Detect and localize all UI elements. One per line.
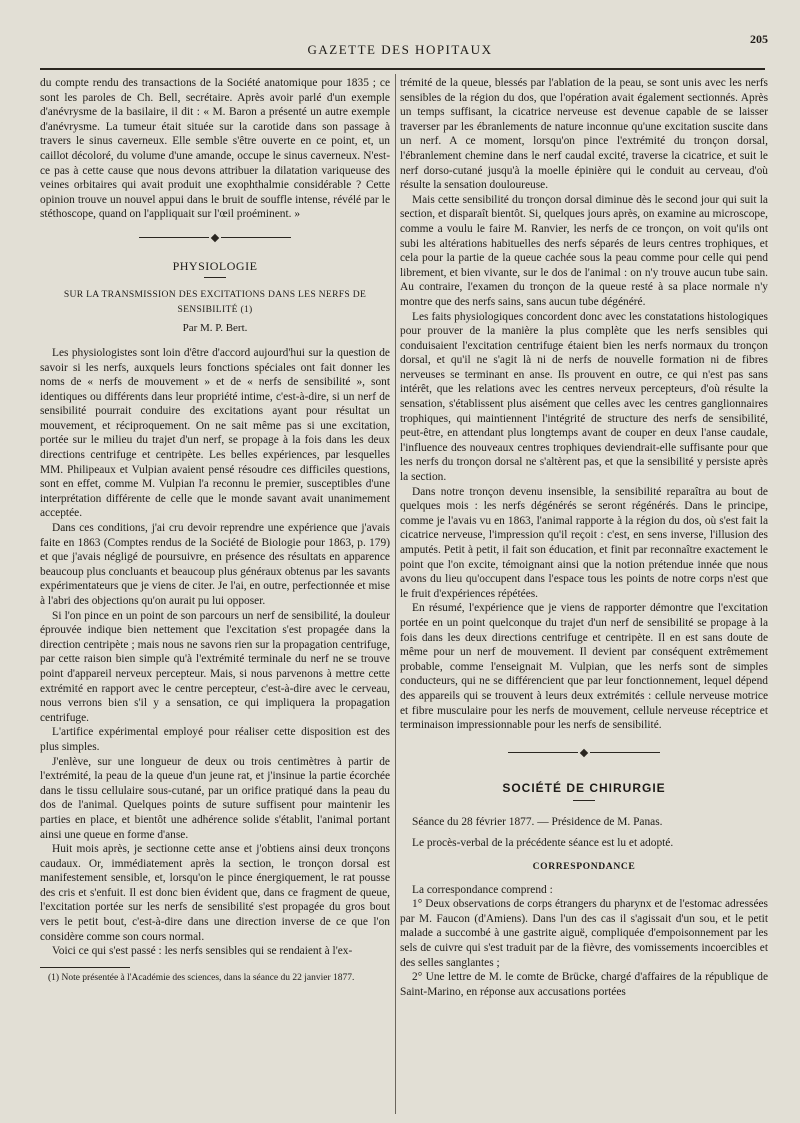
seance-line: Séance du 28 février 1877. — Présidence de M. Panas. <box>412 815 663 828</box>
article-paragraph: J'enlève, sur une longueur de deux ou trois centimètres à partir de l'extrémité, la peau de la queue d'un jeune rat, et j'insinue la partie écorchée dans le tissu cellulaire sous-cutané, par un orifice pratiqué dans la peau du dos de l'animal. Quelques points de suture suffisent pour maintenir les parties en place, et bientôt une adhérence solide s'établit, l'animal portant ainsi une queue en forme d'anse. <box>40 755 390 841</box>
article-paragraph: Dans ces conditions, j'ai cru devoir reprendre une expérience que j'avais faite en 1863 (Comptes rendus de la Société de Biologie pour 1863, p. 179) et que j'avais négligé de poursuivre, en présence des résultats en apparence beaucoup plus concluants et beaucoup plus généraux obtenus par les savants expérimentateurs que je viens de citer. Je l'ai, en outre, perfectionnée et mise à l'abri des objections qu'on aurait pu lui opposer. <box>40 522 390 607</box>
article-paragraph: Huit mois après, je sectionne cette anse et j'obtiens ainsi deux tronçons caudaux. Or, immédiatement après la section, le tronçon dorsal est manifestement sensible, et, lorsqu'on le pince énergiquement, le rat pousse des cris et s'enfuit. Il est donc bien évident que, dans ce fragment de queue, l'excitation portée sur les nerfs de sensibilité s'est propagée du gros bout vers le petit bout, c'est-à-dire dans une direction inverse de ce que l'on considère comme son cours normal. <box>40 843 390 943</box>
article-paragraph: trémité de la queue, blessés par l'ablation de la peau, se sont unis avec les nerfs sensibles de la région du dos, que l'opération avait également sectionnés. Après un temps suffisant, la cicatrice nerveuse est devenue capable de se laisser traverser par les ébranlements de nature inconnue qu'une excitation suscite dans un nerf. A ce moment, lorsqu'on pince l'extrémité du tronçon dorsal, l'ébranlement chemine dans le nerf caudal excité, traverse la cicatrice, et suit le nerf dorso-cutané jusqu'à la moelle épinière qui le conduit au cerveau, d'où résulte la sensation douloureuse. <box>400 77 768 192</box>
section-title-rule <box>204 277 226 278</box>
article-paragraph: Mais cette sensibilité du tronçon dorsal diminue dès le second jour qui suit la section, et disparaît bientôt. Si, quelques jours après, on examine au microscope, comme a voulu le faire M. Ranvier, les nerfs de ce tronçon, on voit qu'ils ont subi les altérations habituelles des nerfs séparés de leurs centres trophiques, et cela pour la partie de la queue cachée sous la peau comme pour celle qui pend librement, et bien vivante, sur le dos de l'animal : on n'y trouve aucun tube sain. Au contraire, l'examen du tronçon de la queue resté à sa place normale n'y montre que des nerfs sains, sans aucun tube dégénéré. <box>400 193 768 308</box>
article-author: Par M. P. Bert. <box>182 322 248 335</box>
article-title: SUR LA TRANSMISSION DES EXCITATIONS DANS LES NERFS DE SENSIBILITÉ (1) <box>63 289 367 315</box>
correspondance-title: CORRESPONDANCE <box>532 861 636 873</box>
header-rule <box>40 68 765 70</box>
footnote-rule <box>40 967 130 968</box>
correspondance-item: 2° Une lettre de M. le comte de Brücke, chargé d'affaires de la république de Saint-Marino, en réponse aux accusations portées <box>400 971 768 998</box>
journal-title: GAZETTE DES HOPITAUX <box>307 42 493 57</box>
article-paragraph: Dans notre tronçon devenu insensible, la sensibilité reparaîtra au bout de quelques mois : les nerfs dégénérés se seront régénérés. Dans le principe, comme je l'avais vu en 1863, l'animal rapporte à la région du dos, où s'est fait la cicatrice nerveuse, l'impression qu'il reçoit : c'est, en sens inverse, l'illusion des amputés. Petit à petit, il fait son éducation, et finit par reconnaître exactement le point que l'on excite, témoignant ainsi que la notion prétendue innée que nous avons du lieu qu'occupent dans l'espace tous les points de notre corps n'est que le fruit d'expériences répétées. <box>400 485 768 600</box>
article-paragraph: L'artifice expérimental employé pour réaliser cette disposition est des plus simples. <box>40 726 390 753</box>
section-title-physiologie: PHYSIOLOGIE <box>172 258 258 273</box>
page-number: 205 <box>750 32 768 46</box>
society-title-rule <box>573 800 595 801</box>
proces-verbal: Le procès-verbal de la précédente séance est lu et adopté. <box>412 836 674 849</box>
section-ornament <box>40 230 390 245</box>
article-paragraph: Les faits physiologiques concordent donc avec les constatations histologiques pour prouver de la manière la plus complète que les nerfs sensibles qui conduisaient l'excitation centrifuge étaient bien les nerfs normaux du tronçon dorsal, et qu'il ne s'agit là ni de nerfs de nouvelle formation ni de fibres nerveuses se terminant en anse. Ils prouvent en outre, ce qui n'est pas sans intérêt, que les relations avec les centres nerveux percepteurs, d'où résulte la sensation, s'établissent plus aisément que celles avec les centres ganglionnaires trophiques, qui maintiennent l'intégrité de structure des nerfs de sensibilité, peut-être, en attendant plus longtemps avant de couper en deux l'anse caudale, l'influence des nouveaux centres trophiques deviendrait-elle suffisante pour que les nerfs du tronçon dorsal ne s'altèrent pas, et que la sensibilité y persiste après la section. <box>400 310 768 484</box>
article-paragraph: En résumé, l'expérience que je viens de rapporter démontre que l'excitation portée en un point quelconque du trajet d'un nerf de sensibilité se propage à la fois dans les deux directions centrifuge et centripète. Il en est sans doute de même pour un nerf de mouvement. Il devient par conséquent extrêmement probable, comme l'enseignait M. Vulpian, que les nerfs sont de simples conducteurs, qui ne se différencient que par leur fonctionnement, lequel dépend des appareils qui se trouvent à leurs deux extrémités : cellule nerveuse motrice et fibre musculaire pour les nerfs de mouvement, cellule nerveuse réceptrice et terminaison impressionnable pour les nerfs de sensibilité. <box>400 602 768 732</box>
society-title: SOCIÉTÉ DE CHIRURGIE <box>502 781 666 796</box>
footnote: (1) Note présentée à l'Académie des sciences, dans la séance du 22 janvier 1877. <box>48 972 355 983</box>
page-header <box>30 32 770 62</box>
correspondance-intro: La correspondance comprend : <box>412 883 553 896</box>
intro-paragraph: du compte rendu des transactions de la Société anatomique pour 1835 ; ce sont les paroles de Ch. Bell, secrétaire. Après avoir parlé d'un exemple d'anévrysme de la basilaire, il dit : « M. Baron a présenté un autre exemple d'anévrysme. La tumeur était située sur la carotide dans son passage à travers le sinus caverneux. Elle semble s'être ouverte en ce point, et, un caillot décoloré, du volume d'une amande, occupe le sinus caverneux. N'est-ce pas à cette cause que nous devons attribuer la dilatation variqueuse des veines orbitaires qui avait produit une exophthalmie considérable ? Cette opinion trouve un nouvel appui dans le bruit de souffle intense, révélé par le stéthoscope, quand on l'appliquait sur l'œil proéminent. » <box>40 77 390 221</box>
right-column <box>400 76 768 999</box>
column-divider <box>395 74 396 1114</box>
left-column <box>40 76 390 984</box>
section-ornament <box>400 745 768 760</box>
article-paragraph: Si l'on pince en un point de son parcours un nerf de sensibilité, la douleur éprouvée indique bien nettement que l'excitation s'est propagée dans la direction centripète ; mais nous ne savons rien sur la propagation centrifuge, par cette raison bien simple qu'à l'extrémité terminale du nerf ne se trouve point d'appareil nerveux percepteur. Mais, si nous parvenons à mettre cette extrémité en rapport avec le centre percepteur, c'est-à-dire avec le cerveau, nous verrons bien s'il y a sensation, ce qui impliquera la propagation centrifuge. <box>40 609 390 724</box>
article-paragraph: Voici ce qui s'est passé : les nerfs sensibles qui se rendaient à l'ex- <box>52 945 353 958</box>
correspondance-item: 1° Deux observations de corps étrangers du pharynx et de l'estomac adressées par M. Faucon (d'Amiens). Dans l'un des cas il s'agissait d'un sou, et le petit malade a succombé à une gastrite aiguë, compliquée d'empoisonnement par les sels de cuivre qui s'est traduit par de la fièvre, des vomissements incoercibles et des selles sanglantes ; <box>400 898 768 969</box>
article-paragraph: Les physiologistes sont loin d'être d'accord aujourd'hui sur la question de savoir si les nerfs, auxquels leurs fonctions spéciales ont fait donner les noms de « nerfs de mouvement » et de « nerfs de sensibilité », sont identiques ou différents dans leur propriété intime, c'est-à-dire, si un nerf de sensibilité pourrait conduire des excitations ayant pour résultat un mouvement, et réciproquement. On ne sait même pas si une excitation, portée sur le milieu du trajet d'un nerf, se propage à la fois dans les deux directions centrifuge et centripète. Les belles expériences, par lesquelles MM. Philipeaux et Vulpian avaient pensé résoudre ces difficiles questions, sont en effet, comme M. Vulpian l'a reconnu le premier, susceptibles d'une interprétation différente de celle que le monde savant avait unanimement acceptée. <box>40 346 390 520</box>
